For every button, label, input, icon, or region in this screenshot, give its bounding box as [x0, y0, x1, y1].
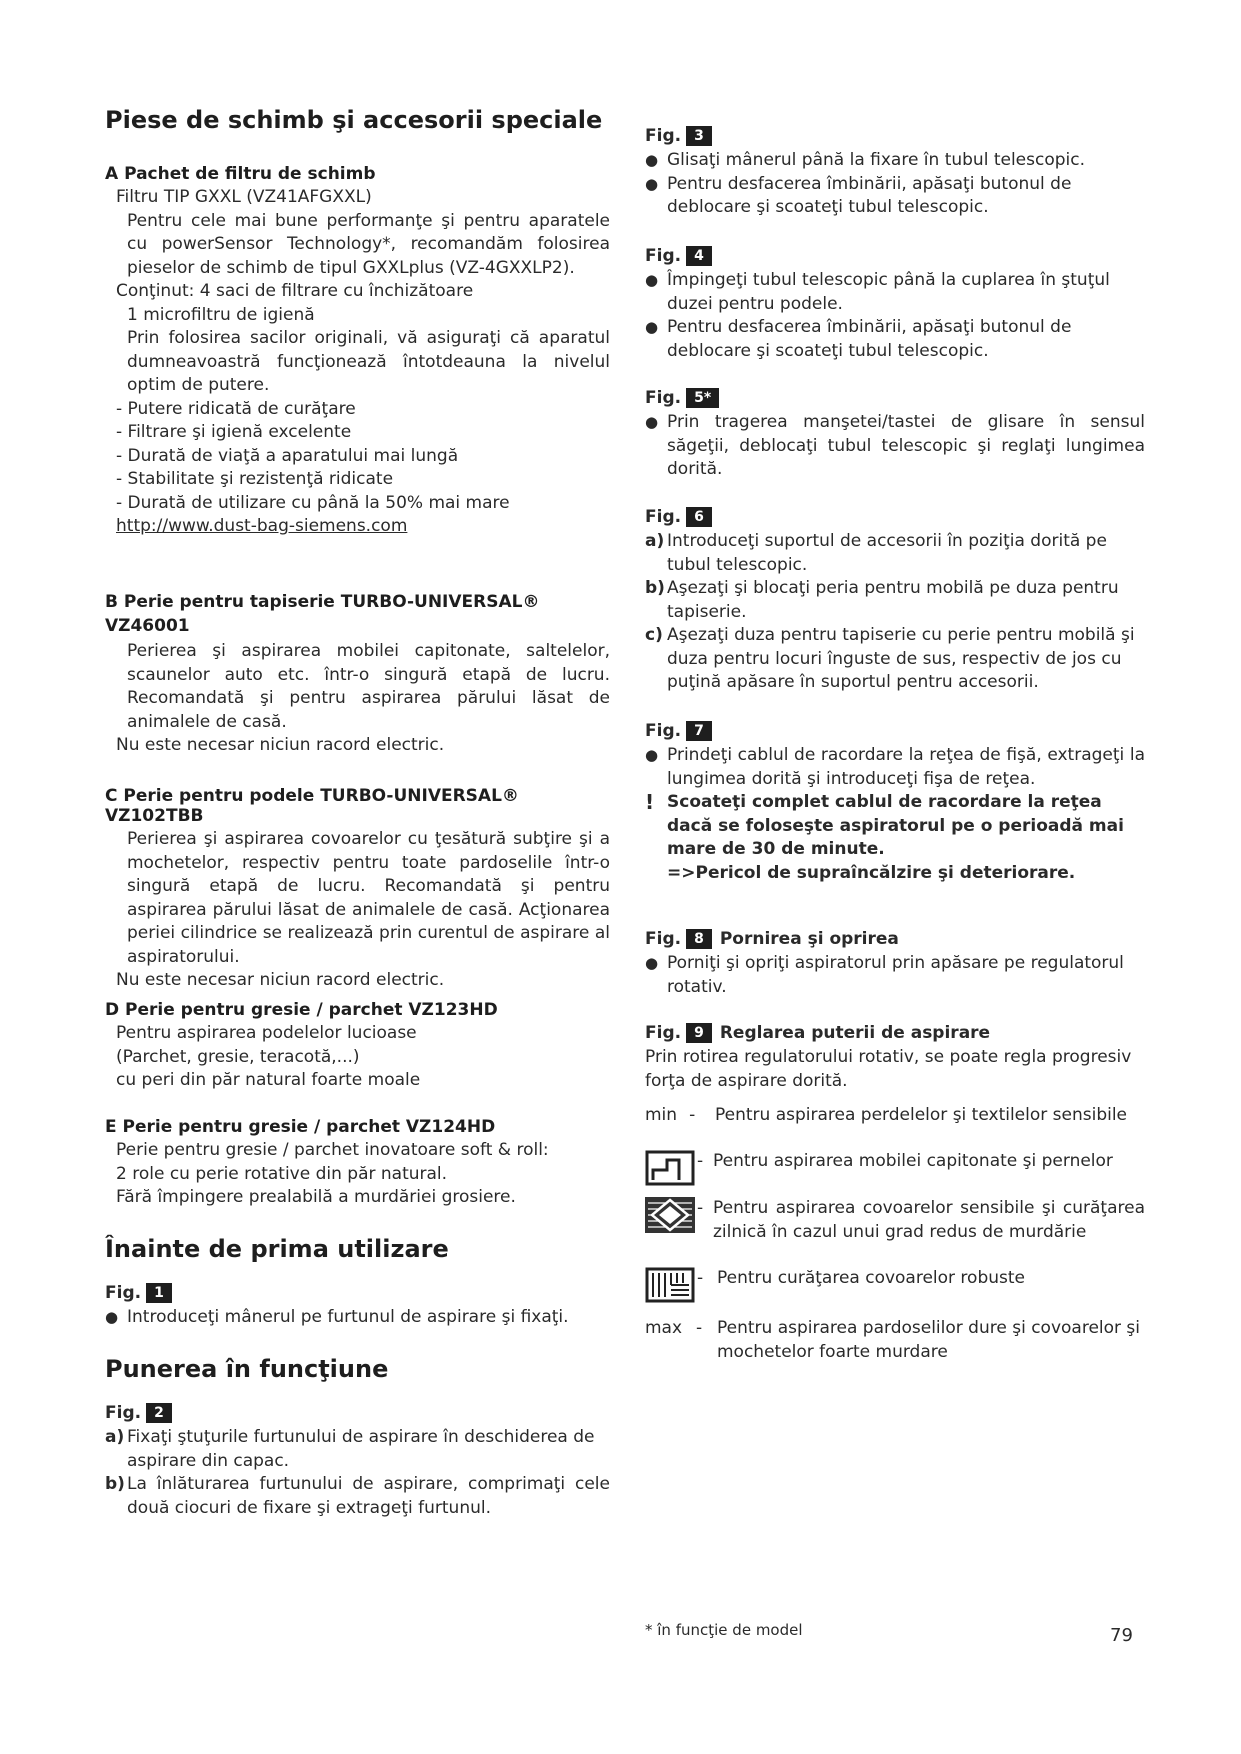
fig6-step [645, 530, 1145, 577]
fig4-bullet [645, 269, 1145, 316]
section-title-before-use: Înainte de prima utilizare [105, 1235, 449, 1263]
item-c-title: C Perie pentru podele TURBO-UNIVERSAL® VZ102TBB [105, 786, 519, 826]
fig1-block [105, 1280, 610, 1330]
item-b [105, 590, 610, 758]
dust-bag-url-link[interactable]: http://www.dust-bag-siemens.com [116, 516, 408, 536]
item-a-bullet: - Filtrare şi igienă excelente [116, 422, 352, 442]
fig8-bullet-text: Porniţi şi opriţi aspiratorul prin apăsare pe regulatorul rotativ. [667, 953, 1124, 997]
fig8-bullet [645, 952, 1145, 999]
item-b-text: Perierea şi aspirarea mobilei capitonate, saltelelor, scaunelor auto etc. într-o singură etapă de lucru. Recomandată şi pentru aspirarea părului lăsat de animalele de casă. [127, 641, 610, 732]
fig6-label [645, 504, 1145, 530]
robust-carpet-symbol-icon: - [645, 1267, 717, 1303]
bullet-dot-icon: ● [645, 151, 659, 169]
power-max-label: max - [645, 1317, 717, 1364]
sensitive-carpet-symbol-icon: - [645, 1197, 713, 1244]
bullet-dot-icon: ● [645, 954, 659, 972]
fig-word: Fig. [645, 507, 682, 527]
power-max-text: Pentru aspirarea pardoselilor dure şi covoarelor şi mochetelor foarte murdare [717, 1318, 1140, 1362]
step-key: b) [645, 578, 665, 598]
fig5-label [645, 385, 1145, 411]
fig2-step [105, 1426, 610, 1473]
step-text: Fixaţi ştuţurile furtunului de aspirare în deschiderea de aspirare din capac. [127, 1427, 595, 1471]
item-e-line: Fără împingere prealabilă a murdăriei grosiere. [116, 1187, 516, 1207]
fig3-bullet-text: Glisaţi mânerul până la fixare în tubul telescopic. [667, 150, 1086, 170]
fig7-danger: =>Pericol de supraîncălzire şi deteriorare. [667, 862, 1076, 883]
item-a [105, 164, 610, 539]
step-key: c) [645, 625, 663, 645]
item-a-line: 1 microfiltru de igienă [127, 304, 315, 325]
fig-word: Fig. [645, 388, 682, 408]
fig-word: Fig. [645, 929, 682, 949]
fig1-number-badge: 1 [146, 1283, 172, 1303]
fig8-number-badge: 8 [686, 929, 712, 949]
section-title-operation: Punerea în funcţiune [105, 1355, 389, 1383]
step-key: a) [645, 531, 665, 551]
power-setting3-text: Pentru curăţarea covoarelor robuste [717, 1268, 1026, 1288]
fig5-number-badge: 5* [686, 388, 719, 408]
fig7-number-badge: 7 [686, 721, 712, 741]
fig3-label [645, 123, 1145, 149]
fig4-block [645, 243, 1145, 363]
fig2-block [105, 1400, 610, 1520]
fig2-number-badge: 2 [146, 1403, 172, 1423]
fig-word: Fig. [645, 246, 682, 266]
item-a-line: Prin folosirea sacilor originali, vă asiguraţi că aparatul dumneavoastră funcţionează întotdeauna la nivelul optim de putere. [127, 328, 610, 395]
fig6-step [645, 577, 1145, 624]
fig8-block [645, 926, 1145, 999]
step-key: a) [105, 1427, 125, 1447]
power-setting2-text: Pentru aspirarea covoarelor sensibile şi curăţarea zilnică în cazul unui grad redus de murdărie [713, 1198, 1145, 1242]
power-min-label: min - [645, 1104, 715, 1128]
item-a-line: Conţinut: 4 saci de filtrare cu închizătoare [116, 281, 474, 301]
page-number: 79 [1110, 1625, 1133, 1646]
bullet-dot-icon: ● [645, 318, 659, 336]
bullet-dot-icon: ● [645, 746, 659, 764]
fig3-bullet [645, 149, 1145, 173]
fig1-label [105, 1280, 610, 1306]
fig3-bullet-text: Pentru desfacerea îmbinării, apăsaţi butonul de deblocare şi scoateţi tubul telescopic. [667, 173, 1072, 217]
item-c-note: Nu este necesar niciun racord electric. [116, 970, 445, 990]
min-text: min [645, 1105, 678, 1125]
power-setting2-row [645, 1197, 1145, 1244]
fig3-number-badge: 3 [686, 126, 712, 146]
fig-word: Fig. [105, 1283, 142, 1303]
item-e [105, 1117, 610, 1210]
max-text: max [645, 1318, 683, 1338]
power-setting1-text: Pentru aspirarea mobilei capitonate şi pernelor [713, 1151, 1113, 1171]
fig2-label [105, 1400, 610, 1426]
item-d [105, 1000, 610, 1093]
item-d-title: D Perie pentru gresie / parchet VZ123HD [105, 1000, 498, 1020]
fig4-bullet-text: Împingeţi tubul telescopic până la cuplarea în ştuţul duzei pentru podele. [667, 270, 1110, 314]
fig4-number-badge: 4 [686, 246, 712, 266]
fig9-block [645, 1020, 1145, 1093]
item-d-line: (Parchet, gresie, teracotă,...) [116, 1046, 360, 1067]
upholstery-symbol-icon: - [645, 1150, 713, 1186]
fig4-bullet [645, 316, 1145, 363]
fig6-block [645, 504, 1145, 695]
fig-word: Fig. [105, 1403, 142, 1423]
item-a-title: A Pachet de filtru de schimb [105, 164, 376, 184]
item-b-note: Nu este necesar niciun racord electric. [116, 735, 445, 755]
power-setting3-row [645, 1267, 1145, 1303]
item-c [105, 786, 610, 993]
fig4-bullet-text: Pentru desfacerea îmbinării, apăsaţi butonul de deblocare şi scoateţi tubul telescopic. [667, 317, 1072, 361]
step-text: Aşezaţi duza pentru tapiserie cu perie pentru mobilă şi duza pentru locuri înguste de sus, respectiv de jos cu puţină apăsare în suportul pentru accesorii. [667, 625, 1135, 692]
fig-word: Fig. [645, 126, 682, 146]
item-b-title: B Perie pentru tapiserie TURBO-UNIVERSAL® VZ46001 [105, 592, 540, 636]
item-e-line: 2 role cu perie rotative din păr natural. [116, 1163, 448, 1184]
step-key: b) [105, 1474, 125, 1494]
fig8-title: Pornirea şi oprirea [719, 929, 899, 949]
fig2-step [105, 1473, 610, 1520]
item-a-bullet: - Durată de utilizare cu până la 50% mai mare [116, 492, 510, 513]
item-d-line: cu peri din păr natural foarte moale [116, 1070, 421, 1090]
power-min-row [645, 1104, 1145, 1128]
item-e-title: E Perie pentru gresie / parchet VZ124HD [105, 1117, 496, 1137]
fig-word: Fig. [645, 721, 682, 741]
fig5-bullet [645, 411, 1145, 482]
fig5-block [645, 385, 1145, 482]
step-text: Introduceţi suportul de accesorii în poziţia dorită pe tubul telescopic. [667, 531, 1107, 575]
fig9-text: Prin rotirea regulatorului rotativ, se poate regla progresiv forţa de aspirare dorită. [645, 1047, 1132, 1091]
fig3-block [645, 123, 1145, 220]
fig7-warning [645, 791, 1145, 862]
fig7-label [645, 718, 1145, 744]
item-a-bullet: - Stabilitate şi rezistenţă ridicate [116, 469, 394, 489]
fig3-bullet [645, 173, 1145, 220]
fig9-number-badge: 9 [686, 1023, 712, 1043]
item-d-line: Pentru aspirarea podelelor lucioase [116, 1023, 417, 1043]
bullet-dot-icon: ● [645, 174, 659, 193]
section-title-spare-parts: Piese de schimb şi accesorii speciale [105, 106, 603, 134]
fig7-warning-text: Scoateţi complet cablul de racordare la reţea dacă se foloseşte aspiratorul pe o perioadă mai mare de 30 de minute. [667, 792, 1124, 859]
fig5-bullet-text: Prin tragerea manşetei/tastei de glisare în sensul săgeţii, deblocaţi tubul telescopic şi reglaţi lungimea dorită. [667, 412, 1145, 479]
item-c-text: Perierea şi aspirarea covoarelor cu ţesătură subţire şi a mochetelor, respectiv pentru toate pardoselile într-o singură etapă de lucru. Recomandată şi pentru aspirarea părului lăsat de animalele de casă. Acţionarea periei cilindrice se realizează prin curentul de aspirare al aspiratorului. [127, 829, 610, 967]
bullet-dot-icon: ● [645, 271, 659, 289]
fig7-bullet [645, 744, 1145, 791]
fig4-label [645, 243, 1145, 269]
fig-word: Fig. [645, 1023, 682, 1043]
fig6-step [645, 624, 1145, 695]
item-a-line: Filtru TIP GXXL (VZ41AFGXXL) [116, 187, 372, 207]
warning-exclamation-icon: ! [645, 790, 655, 814]
footnote: * în funcţie de model [645, 1621, 803, 1639]
fig9-label [645, 1020, 1145, 1046]
fig1-bullet [105, 1306, 610, 1330]
power-min-text: Pentru aspirarea perdelelor şi textilelor sensibile [715, 1105, 1128, 1125]
fig1-bullet-text: Introduceţi mânerul pe furtunul de aspirare şi fixaţi. [127, 1307, 569, 1327]
bullet-dot-icon: ● [645, 413, 659, 431]
fig7-bullet-text: Prindeţi cablul de racordare la reţea de fişă, extrageţi la lungimea dorită şi introduceţi fişa de reţea. [667, 745, 1145, 789]
item-a-line: Pentru cele mai bune performanţe şi pentru aparatele cu powerSensor Technology*, recomandăm folosirea pieselor de schimb de tipul GXXLplus (VZ-4GXXLP2). [127, 210, 610, 278]
item-e-line: Perie pentru gresie / parchet inovatoare soft & roll: [116, 1140, 549, 1160]
fig7-block [645, 718, 1145, 885]
fig9-title: Reglarea puterii de aspirare [719, 1023, 991, 1043]
item-a-bullet: - Putere ridicată de curăţare [116, 398, 356, 419]
step-text: La înlăturarea furtunului de aspirare, comprimaţi cele două ciocuri de fixare şi extrageţi furtunul. [127, 1474, 610, 1518]
power-setting1-row [645, 1150, 1145, 1186]
fig8-label [645, 926, 1145, 952]
fig6-number-badge: 6 [686, 507, 712, 527]
power-max-row [645, 1317, 1145, 1364]
bullet-dot-icon: ● [105, 1308, 119, 1326]
step-text: Aşezaţi şi blocaţi peria pentru mobilă pe duza pentru tapiserie. [667, 578, 1119, 622]
item-a-bullet: - Durată de viaţă a aparatului mai lungă [116, 445, 459, 466]
